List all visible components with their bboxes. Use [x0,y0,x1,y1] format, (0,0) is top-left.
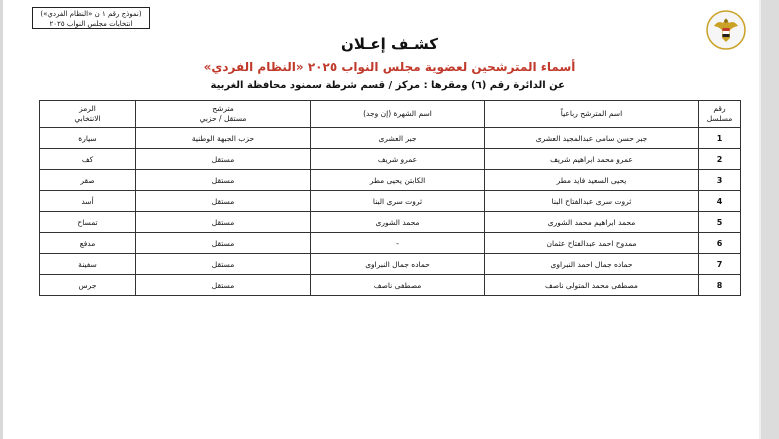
table-row [40,233,741,254]
cell-symbol: جرس [40,275,136,296]
table-row [40,128,741,149]
cell-name: ممدوح احمد عبدالفتاح عثمان [485,233,699,254]
cell-name: محمد ابراهيم محمد الشورى [485,212,699,233]
table-row [40,275,741,296]
cell-fame: محمد الشورى [311,212,485,233]
table-row [40,149,741,170]
cell-serial: 6 [699,233,741,254]
cell-fame: مصطفى ناصف [311,275,485,296]
cell-type: مستقل [136,170,311,191]
cell-symbol: صقر [40,170,136,191]
cell-name: عمرو محمد ابراهيم شريف [485,149,699,170]
cell-serial: 7 [699,254,741,275]
cell-symbol: سيارة [40,128,136,149]
cell-fame: جبر العشرى [311,128,485,149]
cell-fame: ثروت سرى البنا [311,191,485,212]
cell-name: ثروت سرى عبدالفتاح البنا [485,191,699,212]
cell-type: مستقل [136,233,311,254]
cell-serial: 4 [699,191,741,212]
header-symbol: الرمز الانتخابي [40,101,136,128]
district-info: عن الدائرة رقم (٦) ومقرها : مركز / قسم شرطة سمنود محافظة الغربية [210,80,565,91]
cell-fame: - [311,233,485,254]
cell-serial: 1 [699,128,741,149]
cell-name: مصطفى محمد المتولى ناصف [485,275,699,296]
cell-type: مستقل [136,191,311,212]
cell-type: مستقل [136,254,311,275]
cell-symbol: مدفع [40,233,136,254]
cell-type: مستقل [136,275,311,296]
cell-symbol: سفينة [40,254,136,275]
header-serial: رقم مسلسل [699,101,741,128]
cell-fame: حماده جمال النبراوى [311,254,485,275]
table-row [40,191,741,212]
table-row [40,254,741,275]
cell-name: حماده جمال احمد النبراوى [485,254,699,275]
table-row [40,170,741,191]
cell-fame: عمرو شريف [311,149,485,170]
page-title: كشـف إعـلان [341,35,438,53]
cell-serial: 2 [699,149,741,170]
form-number-box [32,7,150,29]
cell-fame: الكابتن يحيى مطر [311,170,485,191]
candidates-table [39,100,741,296]
table-row [40,212,741,233]
form-number-line2: انتخابات مجلس النواب ٢٠٢٥ [49,20,133,28]
table-header-row [40,101,741,128]
cell-symbol: أسد [40,191,136,212]
cell-name: جبر حسن سامى عبدالمجيد العشرى [485,128,699,149]
cell-serial: 5 [699,212,741,233]
cell-name: يحيى السعيد فايد مطر [485,170,699,191]
cell-type: حزب الجبهة الوطنية [136,128,311,149]
header-type: مترشح مستقل / حزبي [136,101,311,128]
cell-serial: 3 [699,170,741,191]
cell-type: مستقل [136,149,311,170]
header-fame: اسم الشهرة (إن وجد) [311,101,485,128]
header-name: اسم المترشح رباعياً [485,101,699,128]
form-number-line1: (نموذج رقم ١ ن «النظام الفردي») [40,10,142,18]
page-subtitle: أسماء المترشحين لعضوية مجلس النواب ٢٠٢٥ «النظام الفردي» [203,60,576,74]
cell-serial: 8 [699,275,741,296]
cell-symbol: تمساح [40,212,136,233]
cell-type: مستقل [136,212,311,233]
cell-symbol: كف [40,149,136,170]
